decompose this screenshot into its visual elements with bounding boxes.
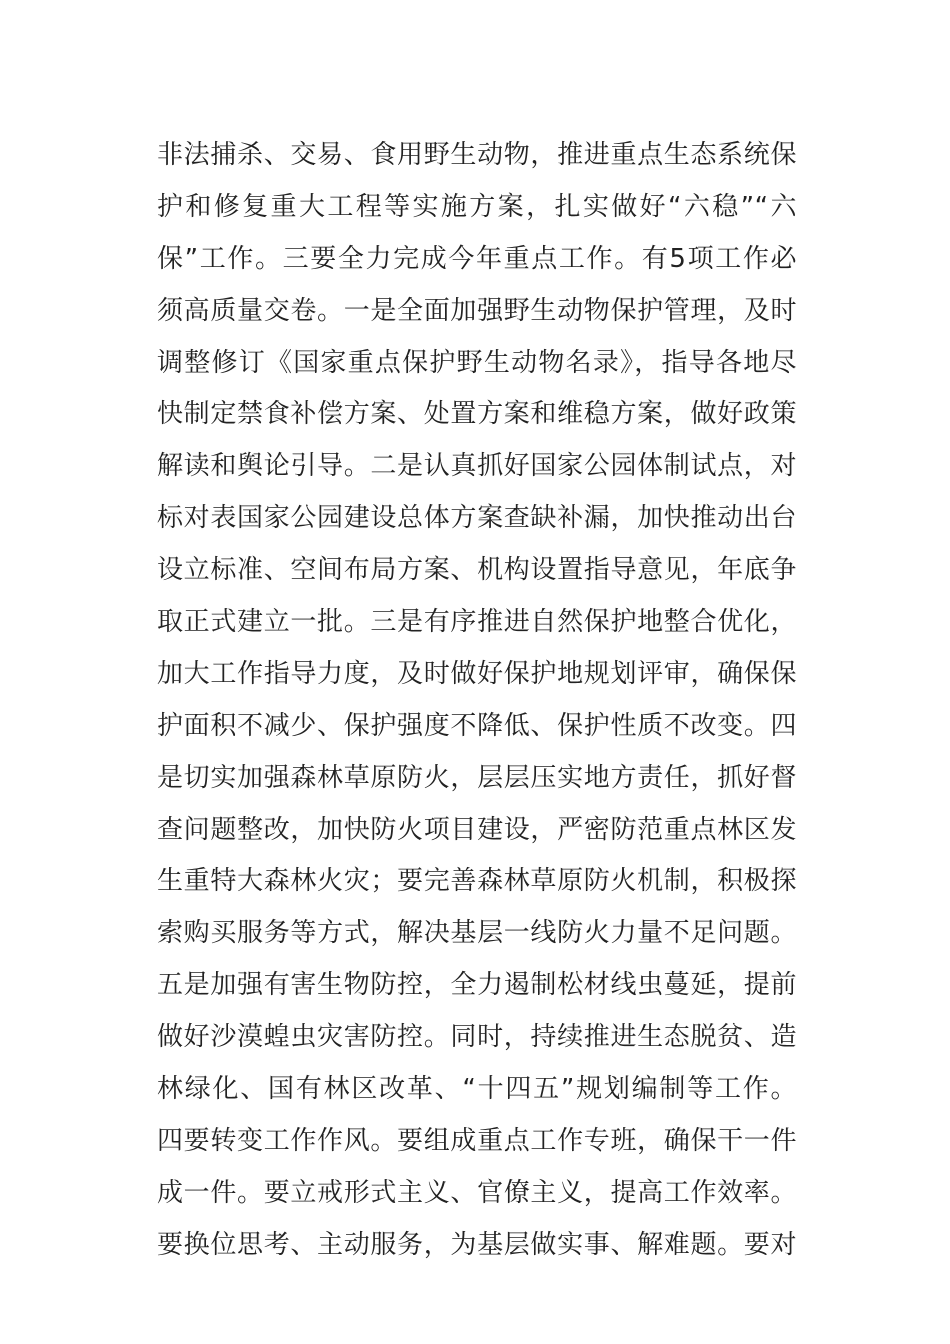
text-line: 生重特大森林火灾；要完善森林草原防火机制，积极探 <box>157 866 797 897</box>
text-line: 是切实加强森林草原防火，层层压实地方责任，抓好督 <box>157 762 797 793</box>
text-line: 调整修订《国家重点保护野生动物名录》，指导各地尽 <box>157 347 797 378</box>
text-line: 加大工作指导力度，及时做好保护地规划评审，确保保 <box>157 658 797 689</box>
body-text <box>157 130 797 1272</box>
text-line: 要换位思考、主动服务，为基层做实事、解难题。要对 <box>157 1229 797 1260</box>
text-line: 做好沙漠蝗虫灾害防控。同时，持续推进生态脱贫、造 <box>157 1022 797 1053</box>
text-line: 解读和舆论引导。二是认真抓好国家公园体制试点，对 <box>157 451 797 482</box>
text-line: 护和修复重大工程等实施方案，扎实做好“六稳”“六 <box>157 191 797 222</box>
text-line: 索购买服务等方式，解决基层一线防火力量不足问题。 <box>157 918 797 949</box>
text-line: 快制定禁食补偿方案、处置方案和维稳方案，做好政策 <box>157 399 797 430</box>
text-line: 五是加强有害生物防控，全力遏制松材线虫蔓延，提前 <box>157 970 797 1001</box>
text-line: 林绿化、国有林区改革、“十四五”规划编制等工作。 <box>157 1074 797 1105</box>
text-line: 保”工作。三要全力完成今年重点工作。有5项工作必 <box>157 243 797 274</box>
text-line: 取正式建立一批。三是有序推进自然保护地整合优化， <box>157 607 797 638</box>
text-line: 四要转变工作作风。要组成重点工作专班，确保干一件 <box>157 1125 797 1156</box>
text-line: 标对表国家公园建设总体方案查缺补漏，加快推动出台 <box>157 503 797 534</box>
text-line: 护面积不减少、保护强度不降低、保护性质不改变。四 <box>157 710 797 741</box>
text-line: 成一件。要立戒形式主义、官僚主义，提高工作效率。 <box>157 1177 797 1208</box>
text-line: 须高质量交卷。一是全面加强野生动物保护管理，及时 <box>157 295 797 326</box>
text-line: 非法捕杀、交易、食用野生动物，推进重点生态系统保 <box>157 140 797 170</box>
text-line: 查问题整改，加快防火项目建设，严密防范重点林区发 <box>157 814 797 845</box>
text-line: 设立标准、空间布局方案、机构设置指导意见，年底争 <box>157 555 797 586</box>
